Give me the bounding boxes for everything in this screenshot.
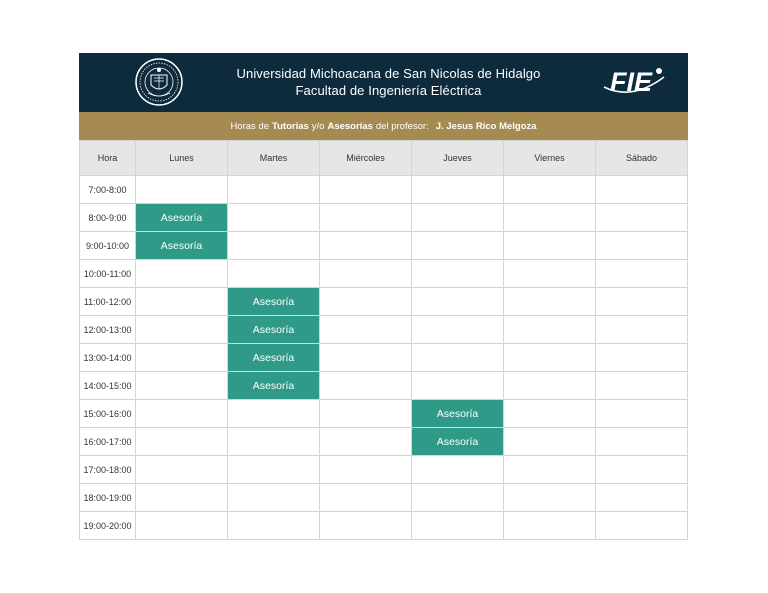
empty-cell xyxy=(136,400,228,428)
empty-cell xyxy=(412,456,504,484)
column-header-lunes: Lunes xyxy=(136,141,228,176)
hour-cell: 12:00-13:00 xyxy=(80,316,136,344)
empty-cell xyxy=(596,400,688,428)
empty-cell xyxy=(136,456,228,484)
empty-cell xyxy=(228,232,320,260)
schedule-body xyxy=(80,176,688,540)
empty-cell xyxy=(412,372,504,400)
hour-cell: 11:00-12:00 xyxy=(80,288,136,316)
empty-cell xyxy=(596,176,688,204)
empty-cell xyxy=(228,400,320,428)
empty-cell xyxy=(596,316,688,344)
empty-cell xyxy=(136,372,228,400)
hour-cell: 19:00-20:00 xyxy=(80,512,136,540)
fie-logo-text: FIE xyxy=(610,67,653,97)
empty-cell xyxy=(320,484,412,512)
faculty-name: Facultad de Ingeniería Eléctrica xyxy=(295,83,482,98)
hour-cell: 16:00-17:00 xyxy=(80,428,136,456)
empty-cell xyxy=(320,232,412,260)
column-header-hora: Hora xyxy=(80,141,136,176)
table-row xyxy=(80,316,688,344)
empty-cell xyxy=(320,260,412,288)
table-row xyxy=(80,512,688,540)
column-header-jueves: Jueves xyxy=(412,141,504,176)
empty-cell xyxy=(504,260,596,288)
subtitle-asesorias: Asesorías xyxy=(327,120,373,132)
schedule-table xyxy=(79,140,688,540)
empty-cell xyxy=(136,260,228,288)
empty-cell xyxy=(412,316,504,344)
asesoria-cell: Asesoría xyxy=(412,400,504,428)
professor-name: J. Jesus Rico Melgoza xyxy=(435,120,537,132)
empty-cell xyxy=(596,372,688,400)
empty-cell xyxy=(320,400,412,428)
empty-cell xyxy=(228,176,320,204)
empty-cell xyxy=(320,204,412,232)
empty-cell xyxy=(504,288,596,316)
subtitle-part3: y/o xyxy=(311,120,325,132)
asesoria-cell: Asesoría xyxy=(228,344,320,372)
professor-bar xyxy=(79,112,688,140)
header-titles xyxy=(199,65,578,99)
empty-cell xyxy=(136,176,228,204)
empty-cell xyxy=(504,316,596,344)
university-name: Universidad Michoacana de San Nicolas de Hidalgo xyxy=(236,66,541,81)
empty-cell xyxy=(136,316,228,344)
asesoria-cell: Asesoría xyxy=(136,232,228,260)
header-banner xyxy=(79,53,688,112)
hour-cell: 8:00-9:00 xyxy=(80,204,136,232)
empty-cell xyxy=(596,512,688,540)
hour-cell: 14:00-15:00 xyxy=(80,372,136,400)
empty-cell xyxy=(412,484,504,512)
empty-cell xyxy=(320,428,412,456)
empty-cell xyxy=(596,484,688,512)
table-row xyxy=(80,232,688,260)
empty-cell xyxy=(228,204,320,232)
hour-cell: 10:00-11:00 xyxy=(80,260,136,288)
empty-cell xyxy=(412,512,504,540)
empty-cell xyxy=(412,344,504,372)
asesoria-cell: Asesoría xyxy=(228,372,320,400)
empty-cell xyxy=(504,400,596,428)
column-header-sabado: Sábado xyxy=(596,141,688,176)
empty-cell xyxy=(596,428,688,456)
empty-cell xyxy=(228,484,320,512)
empty-cell xyxy=(320,456,412,484)
hour-cell: 7:00-8:00 xyxy=(80,176,136,204)
empty-cell xyxy=(504,344,596,372)
empty-cell xyxy=(412,288,504,316)
empty-cell xyxy=(136,512,228,540)
university-seal-icon xyxy=(134,57,184,107)
empty-cell xyxy=(136,428,228,456)
hour-cell: 13:00-14:00 xyxy=(80,344,136,372)
empty-cell xyxy=(228,260,320,288)
empty-cell xyxy=(504,456,596,484)
empty-cell xyxy=(412,260,504,288)
table-row xyxy=(80,204,688,232)
empty-cell xyxy=(320,316,412,344)
empty-cell xyxy=(596,232,688,260)
asesoria-cell: Asesoría xyxy=(228,288,320,316)
empty-cell xyxy=(504,232,596,260)
empty-cell xyxy=(504,428,596,456)
empty-cell xyxy=(596,456,688,484)
table-row xyxy=(80,260,688,288)
asesoria-cell: Asesoría xyxy=(228,316,320,344)
empty-cell xyxy=(412,176,504,204)
empty-cell xyxy=(136,288,228,316)
empty-cell xyxy=(504,176,596,204)
table-row xyxy=(80,428,688,456)
column-header-miercoles: Miércoles xyxy=(320,141,412,176)
asesoria-cell: Asesoría xyxy=(412,428,504,456)
empty-cell xyxy=(596,260,688,288)
empty-cell xyxy=(136,344,228,372)
fie-logo-icon xyxy=(602,61,666,101)
empty-cell xyxy=(228,456,320,484)
empty-cell xyxy=(504,484,596,512)
subtitle-part1: Horas de xyxy=(230,120,269,132)
subtitle-tutorias: Tutorias xyxy=(272,120,309,132)
empty-cell xyxy=(596,288,688,316)
empty-cell xyxy=(320,176,412,204)
subtitle-part5: del profesor: xyxy=(375,120,429,132)
empty-cell xyxy=(596,344,688,372)
empty-cell xyxy=(320,512,412,540)
table-row xyxy=(80,372,688,400)
table-row xyxy=(80,484,688,512)
column-header-martes: Martes xyxy=(228,141,320,176)
column-header-viernes: Viernes xyxy=(504,141,596,176)
hour-cell: 15:00-16:00 xyxy=(80,400,136,428)
hour-cell: 9:00-10:00 xyxy=(80,232,136,260)
empty-cell xyxy=(504,372,596,400)
empty-cell xyxy=(412,232,504,260)
empty-cell xyxy=(596,204,688,232)
empty-cell xyxy=(320,372,412,400)
empty-cell xyxy=(136,484,228,512)
empty-cell xyxy=(320,288,412,316)
table-row xyxy=(80,456,688,484)
table-row xyxy=(80,288,688,316)
table-header-row xyxy=(80,141,688,176)
empty-cell xyxy=(504,512,596,540)
empty-cell xyxy=(504,204,596,232)
empty-cell xyxy=(228,512,320,540)
table-row xyxy=(80,176,688,204)
table-row xyxy=(80,344,688,372)
hour-cell: 17:00-18:00 xyxy=(80,456,136,484)
empty-cell xyxy=(320,344,412,372)
asesoria-cell: Asesoría xyxy=(136,204,228,232)
empty-cell xyxy=(412,204,504,232)
schedule-sheet xyxy=(79,53,688,540)
table-row xyxy=(80,400,688,428)
hour-cell: 18:00-19:00 xyxy=(80,484,136,512)
empty-cell xyxy=(228,428,320,456)
